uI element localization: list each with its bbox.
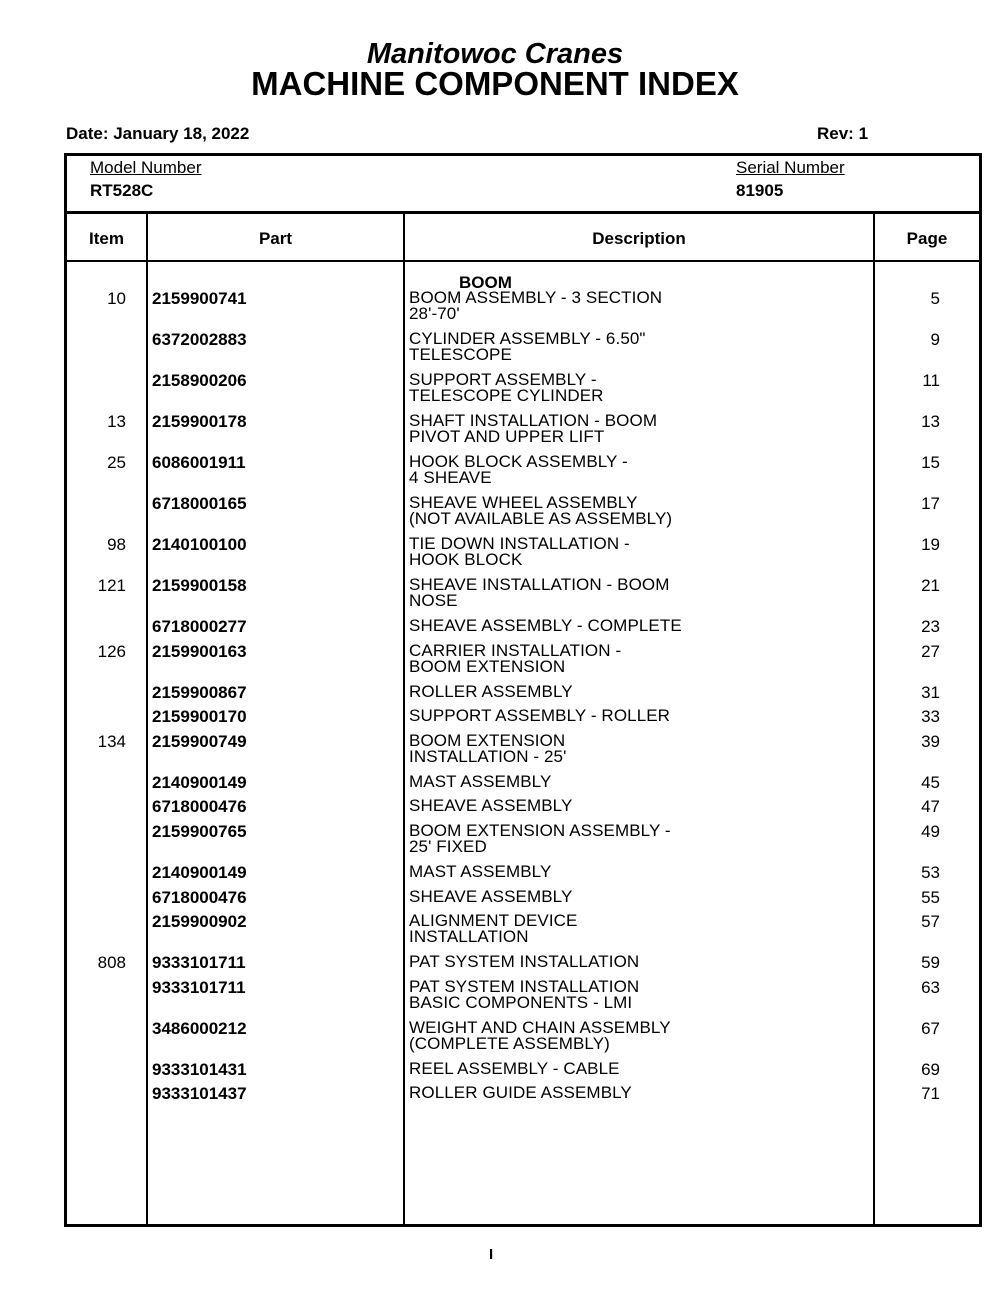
row-page-number: 53 (921, 862, 940, 882)
row-description-line: SHEAVE ASSEMBLY - COMPLETE (409, 616, 682, 635)
row-part-number: 9333101437 (152, 1084, 247, 1104)
row-page-number: 59 (921, 953, 940, 973)
column-header-divider (64, 260, 982, 262)
row-description-line: NOSE (409, 591, 458, 610)
row-part-number: 2158900206 (152, 371, 247, 390)
row-part-number: 2140100100 (152, 535, 247, 554)
row-description-line: BOOM EXTENSION ASSEMBLY - (409, 820, 671, 840)
row-item-number: 126 (97, 641, 126, 661)
row-description-line: (NOT AVAILABLE AS ASSEMBLY) (409, 509, 673, 528)
section-title: BOOM (459, 273, 512, 292)
row-description-line: SHEAVE WHEEL ASSEMBLY (409, 493, 638, 512)
row-item-number: 121 (97, 576, 126, 595)
row-description-line: BOOM EXTENSION (409, 730, 566, 750)
row-description (409, 454, 628, 486)
row-part-number: 3486000212 (152, 1018, 247, 1038)
revision: Rev: 1 (817, 124, 869, 143)
row-page-number: 55 (921, 887, 940, 907)
row-page-number: 19 (921, 535, 940, 554)
row-page-number: 57 (921, 912, 940, 932)
table-row (0, 708, 1000, 733)
row-page-number: 47 (921, 797, 940, 817)
row-description (409, 372, 604, 404)
row-description-line: ROLLER GUIDE ASSEMBLY (409, 1083, 632, 1103)
row-item-number: 98 (107, 535, 126, 554)
table-row (0, 681, 1000, 709)
row-part-number: 6718000476 (152, 887, 247, 907)
table-row (0, 413, 1000, 454)
row-page-number: 21 (921, 576, 940, 595)
row-description-line: (COMPLETE ASSEMBLY) (409, 1033, 610, 1053)
table-row (0, 331, 1000, 372)
row-page-number: 71 (921, 1084, 940, 1104)
row-description-line: PIVOT AND UPPER LIFT (409, 427, 605, 446)
row-page-number: 31 (921, 682, 940, 702)
row-description-line: CYLINDER ASSEMBLY - 6.50" (409, 329, 646, 348)
row-part-number: 2159900158 (152, 576, 247, 595)
row-description-line: HOOK BLOCK (409, 550, 523, 569)
row-description-line: TIE DOWN INSTALLATION - (409, 534, 630, 553)
row-part-number: 2140900149 (152, 862, 247, 882)
row-page-number: 63 (921, 977, 940, 997)
row-description (409, 495, 672, 527)
row-description (409, 1085, 632, 1101)
table-row (0, 771, 1000, 799)
row-description (409, 1017, 671, 1053)
row-item-number: 13 (107, 412, 126, 431)
row-description-line: 25' FIXED (409, 836, 487, 856)
row-description-line: ROLLER ASSEMBLY (409, 681, 573, 701)
row-item-number: 134 (97, 731, 126, 751)
table-row (0, 954, 1000, 979)
row-description-line: BASIC COMPONENTS - LMI (409, 992, 633, 1012)
row-page-number: 11 (922, 371, 940, 390)
row-description-line: 28'-70' (409, 304, 460, 323)
table-row (0, 730, 1000, 774)
row-part-number: 2140900149 (152, 772, 247, 792)
row-page-number: 45 (921, 772, 940, 792)
row-page-number: 39 (921, 731, 940, 751)
row-part-number: 2159900749 (152, 731, 247, 751)
row-description-line: SHEAVE ASSEMBLY (409, 796, 573, 816)
row-part-number: 2159900765 (152, 821, 247, 841)
row-description (409, 1058, 620, 1078)
row-description (409, 820, 671, 856)
row-page-number: 17 (921, 494, 940, 513)
row-item-number: 10 (107, 289, 126, 308)
row-description (409, 618, 682, 634)
row-page-number: 33 (921, 707, 940, 727)
row-description (409, 413, 657, 445)
table-row (0, 577, 1000, 618)
row-description-line: SUPPORT ASSEMBLY - (409, 370, 597, 389)
table-row (0, 820, 1000, 864)
row-description-line: CARRIER INSTALLATION - (409, 640, 622, 660)
row-description (409, 708, 670, 724)
row-description (409, 290, 662, 322)
row-description-line: PAT SYSTEM INSTALLATION (409, 976, 640, 996)
row-description-line: SHEAVE INSTALLATION - BOOM (409, 575, 670, 594)
table-row (0, 372, 1000, 413)
row-description-line: SHAFT INSTALLATION - BOOM (409, 411, 658, 430)
row-description (409, 976, 640, 1012)
row-part-number: 2159900902 (152, 912, 247, 932)
row-page-number: 13 (921, 412, 940, 431)
table-row (0, 618, 1000, 643)
row-description-line: TELESCOPE (409, 345, 512, 364)
row-description (409, 954, 639, 970)
row-description (409, 681, 573, 701)
row-part-number: 6086001911 (152, 453, 246, 472)
row-description-line: MAST ASSEMBLY (409, 771, 552, 791)
row-description (409, 886, 573, 906)
table-row (0, 886, 1000, 914)
company-name: Manitowoc Cranes (366, 38, 624, 70)
table-row (0, 861, 1000, 889)
table-row (0, 495, 1000, 536)
row-page-number: 69 (921, 1059, 940, 1079)
row-description (409, 640, 622, 676)
row-part-number: 6718000165 (152, 494, 247, 513)
model-number-label: Model Number (90, 158, 202, 177)
column-header-description: Description (592, 229, 686, 248)
column-header-page: Page (906, 229, 948, 248)
row-description-line: ALIGNMENT DEVICE (409, 911, 578, 931)
table-row (0, 798, 1000, 823)
row-description-line: HOOK BLOCK ASSEMBLY - (409, 452, 628, 471)
row-description (409, 536, 630, 568)
row-part-number: 2159900178 (152, 412, 247, 431)
row-description (409, 861, 552, 881)
table-row (0, 290, 1000, 331)
row-description-line: WEIGHT AND CHAIN ASSEMBLY (409, 1017, 671, 1037)
document-title: MACHINE COMPONENT INDEX (251, 65, 739, 102)
row-description (409, 798, 572, 814)
row-description-line: INSTALLATION - 25' (409, 746, 567, 766)
row-description-line: SUPPORT ASSEMBLY - ROLLER (409, 706, 671, 726)
table-row (0, 536, 1000, 577)
table-row (0, 1017, 1000, 1061)
table-row (0, 976, 1000, 1020)
row-page-number: 23 (921, 617, 940, 636)
header-divider (64, 211, 982, 214)
row-part-number: 9333101711 (152, 977, 246, 997)
table-row (0, 1058, 1000, 1086)
row-description-line: BOOM ASSEMBLY - 3 SECTION (409, 288, 663, 307)
row-part-number: 2159900170 (152, 707, 247, 727)
table-row (0, 454, 1000, 495)
row-part-number: 9333101431 (152, 1059, 247, 1079)
row-description-line: REEL ASSEMBLY - CABLE (409, 1058, 620, 1078)
document-date: Date: January 18, 2022 (66, 124, 250, 143)
row-description (409, 730, 567, 766)
row-description (409, 331, 646, 363)
row-part-number: 6718000277 (152, 617, 247, 636)
table-row (0, 913, 1000, 954)
row-part-number: 2159900163 (152, 641, 247, 661)
row-page-number: 49 (921, 821, 940, 841)
row-description-line: PAT SYSTEM INSTALLATION (409, 952, 640, 972)
row-page-number: 27 (921, 641, 940, 661)
row-description-line: TELESCOPE CYLINDER (409, 386, 604, 405)
row-description-line: MAST ASSEMBLY (409, 861, 552, 881)
row-item-number: 808 (97, 953, 126, 973)
row-description (409, 771, 552, 791)
row-part-number: 6372002883 (152, 330, 247, 349)
table-row (0, 1085, 1000, 1110)
row-item-number: 25 (107, 453, 126, 472)
row-part-number: 6718000476 (152, 797, 247, 817)
row-page-number: 5 (930, 289, 940, 308)
row-description-line: INSTALLATION (409, 927, 529, 947)
column-header-part: Part (258, 229, 293, 248)
row-part-number: 2159900867 (152, 682, 247, 702)
row-page-number: 9 (930, 330, 940, 349)
column-header-item: Item (89, 229, 124, 248)
serial-number-value: 81905 (736, 181, 784, 200)
row-page-number: 15 (921, 453, 940, 472)
row-description-line: 4 SHEAVE (409, 468, 492, 487)
row-description (409, 913, 578, 945)
table-row (0, 640, 1000, 684)
row-page-number: 67 (921, 1018, 940, 1038)
index-rows (0, 290, 1000, 1110)
row-description-line: SHEAVE ASSEMBLY (409, 886, 573, 906)
row-part-number: 2159900741 (152, 289, 247, 308)
row-description-line: BOOM EXTENSION (409, 656, 566, 676)
serial-number-label: Serial Number (736, 158, 845, 177)
row-description (409, 577, 669, 609)
row-part-number: 9333101711 (152, 953, 246, 973)
model-number-value: RT528C (90, 181, 154, 200)
page-number: I (489, 1246, 494, 1263)
